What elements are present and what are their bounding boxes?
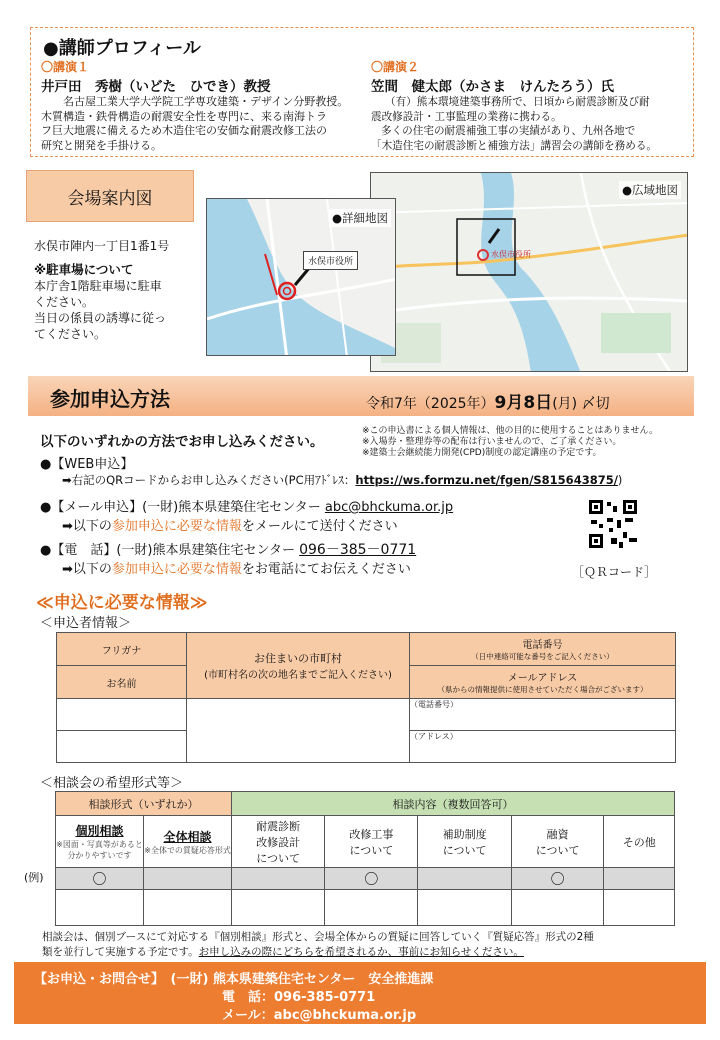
answer-diagnosis[interactable]	[232, 890, 325, 926]
name-input[interactable]	[57, 731, 187, 763]
apply-note: ※入場券・整理券等の配布は行いませんので、ご了承ください。	[362, 437, 622, 447]
answer-loan[interactable]	[511, 890, 604, 926]
parking-line: 当日の係員の誘導に従っ	[34, 311, 167, 325]
example-loan: 〇	[511, 868, 604, 890]
apply-title: 参加申込方法	[50, 387, 170, 411]
lecture1-bio-line: フ巨大地震に備えるため木造住宅の安価な耐震改修工法の	[41, 124, 327, 137]
web-apply-close: )	[617, 473, 623, 487]
venue-info	[34, 238, 204, 342]
tel-apply-number[interactable]: 096－385－0771	[299, 542, 417, 558]
example-construction: 〇	[325, 868, 418, 890]
lecture1-name: 井戸田 秀樹（いどた ひでき）教授	[41, 79, 271, 95]
tel-line-post: をお電話にてお伝えください	[241, 562, 411, 577]
content-col-loan	[511, 816, 604, 868]
mail-input[interactable]	[410, 731, 676, 763]
mail-apply-title-row	[40, 496, 453, 515]
col2-line: について	[349, 843, 394, 857]
col1-line: 耐震診断	[256, 819, 301, 833]
lecture2-bio-line: 多くの住宅の耐震補強工事の実績があり、九州各地で	[381, 125, 636, 137]
answer-construction[interactable]	[325, 890, 418, 926]
mail-field-label: （アドレス）	[410, 732, 458, 741]
city-note: (市町村名の次の地名までご記入ください)	[204, 670, 392, 681]
lecturer-profile-box	[30, 27, 694, 157]
tel-line-pre: ➡以下の	[62, 562, 112, 577]
answer-subsidy[interactable]	[418, 890, 511, 926]
footer-line1: 【お申込・お問合せ】 (一財) 熊本県建築住宅センター 安全推進課	[34, 972, 434, 987]
consult-note-plain: 類を並行して実施する予定です。	[42, 946, 199, 958]
detail-map[interactable]	[206, 198, 396, 356]
furigana-input[interactable]	[57, 699, 187, 731]
lecture2-label: 〇講演２	[371, 60, 420, 74]
example-label: (例)	[24, 871, 44, 884]
phone-input[interactable]	[410, 699, 676, 731]
apply-note: ※この申込書による個人情報は、他の目的に使用することはありません。	[362, 426, 659, 436]
footer-mail[interactable]: メール：abc@bhckuma.or.jp	[222, 1008, 417, 1023]
mail-apply-title: ●【メール申込】(一財)熊本県建築住宅センター	[40, 500, 321, 515]
web-apply-line	[62, 472, 622, 488]
deadline	[366, 388, 610, 413]
apply-header	[28, 376, 694, 416]
apply-intro: 以下のいずれかの方法でお申し込みください。	[40, 434, 324, 450]
mail-apply-line	[62, 515, 398, 534]
consult-note-line1: 相談会は、個別ブースにて対応する『個別相談』形式と、会場全体からの質疑に回答していく『質疑応答』形式の2種	[42, 931, 594, 943]
example-individual: 〇	[56, 868, 144, 890]
parking-line: てください。	[34, 327, 107, 341]
phone-title: 電話番号	[522, 640, 563, 651]
wide-map-graphic	[371, 173, 688, 372]
apply-notes	[362, 426, 658, 459]
qr-caption: ［ＱＲコード］	[572, 565, 657, 579]
col4-line: について	[535, 843, 580, 857]
consult-heading: ＜相談会の希望形式等＞	[40, 776, 184, 791]
lecture2-bio	[371, 95, 693, 153]
individual-header	[56, 816, 144, 868]
phone-header	[410, 633, 676, 666]
mail-note: （県からの情報提供に使用させていただく場合がございます）	[437, 685, 648, 694]
lecture1-label: 〇講演１	[41, 60, 90, 74]
content-header: 相談内容（複数回答可）	[232, 792, 675, 816]
tel-apply-title-row	[40, 539, 416, 559]
parking-title: ※駐車場について	[34, 262, 134, 277]
applicant-heading: ＜申込者情報＞	[40, 616, 132, 631]
detail-map-label: ●詳細地図	[329, 209, 391, 227]
answer-row	[56, 890, 675, 926]
col1-line: 改修設計	[256, 835, 301, 849]
venue-heading: 会場案内図	[26, 170, 194, 222]
lecture2-block	[371, 58, 693, 153]
content-col-diagnosis	[232, 816, 325, 868]
content-col-other: その他	[604, 816, 675, 868]
consult-table	[55, 791, 675, 926]
phone-note: （日中連絡可能な番号をご記入ください）	[471, 652, 614, 661]
mail-line-highlight: 参加申込に必要な情報	[111, 519, 242, 534]
example-row	[56, 868, 675, 890]
mail-line-post: をメールにて送付ください	[241, 519, 398, 534]
info-heading: ≪申込に必要な情報≫	[36, 593, 208, 613]
mail-title: メールアドレス	[507, 673, 578, 684]
city-input[interactable]	[187, 699, 410, 763]
city-title: お住まいの市町村	[254, 652, 342, 665]
lecture1-bio	[41, 95, 371, 153]
consult-note-line2	[42, 945, 692, 960]
parking-line: 本庁舎1階駐車場に駐車	[34, 279, 162, 293]
whole-header	[144, 816, 232, 868]
deadline-date: 9月8日	[494, 393, 553, 413]
name-header: お名前	[57, 666, 187, 699]
answer-other[interactable]	[604, 890, 675, 926]
answer-whole[interactable]	[144, 890, 232, 926]
mail-header	[410, 666, 676, 699]
wide-area-map[interactable]	[370, 172, 688, 372]
format-header: 相談形式（いずれか）	[56, 792, 232, 816]
col3-line: について	[442, 843, 487, 857]
web-apply-title: ●【WEB申込】	[40, 457, 134, 472]
deadline-suffix: (月) 〆切	[552, 396, 610, 412]
col1-line: について	[256, 851, 300, 865]
lecture2-name: 笠間 健太郎（かさま けんたろう）氏	[371, 79, 614, 95]
web-apply-url[interactable]: https://ws.formzu.net/fgen/S815643875/	[355, 473, 618, 487]
parking-line: ください。	[34, 295, 95, 309]
footer-phone[interactable]: 電 話：096-385-0771	[222, 990, 376, 1005]
contact-footer	[14, 962, 706, 1024]
lecture2-bio-line: （有）熊本環境建築事務所で、日頃から耐震診断及び耐	[385, 96, 650, 108]
profile-heading: ●講師プロフィール	[43, 38, 201, 59]
example-other	[604, 868, 675, 890]
wide-map-label: ●広域地図	[619, 181, 681, 199]
consult-note	[42, 930, 692, 960]
consult-note-underlined: お申し込みの際にどちらを希望されるか、事前にお知らせください。	[198, 946, 524, 958]
col2-line: 改修工事	[349, 827, 394, 841]
mail-line-pre: ➡以下の	[62, 519, 112, 534]
individual-note: ※図面・写真等があると分かりやすいです	[56, 840, 143, 860]
wide-map-marker: 水俣市役所	[491, 250, 531, 259]
tel-line-highlight: 参加申込に必要な情報	[111, 562, 242, 577]
applicant-table	[56, 632, 676, 763]
content-col-construction	[325, 816, 418, 868]
mail-apply-address[interactable]: abc@bhckuma.or.jp	[324, 500, 454, 515]
lecture1-bio-line: 木質構造・鉄骨構造の耐震安全性を専門に、来る南海トラ	[41, 109, 327, 123]
whole-title: 全体相談	[163, 829, 212, 844]
city-header	[187, 633, 410, 699]
answer-individual[interactable]	[56, 890, 144, 926]
web-apply-text: ➡右記のQRコードからお申し込みください(PC用ｱﾄﾞﾚｽ：	[62, 473, 356, 487]
tel-apply-title: ●【電 話】(一財)熊本県建築住宅センター	[40, 543, 295, 558]
lecture2-bio-line: 震改修設計・工事監理の業務に携わる。	[371, 110, 562, 123]
example-subsidy	[418, 868, 511, 890]
qr-code-icon	[587, 498, 639, 550]
tel-apply-line	[62, 558, 411, 577]
content-col-subsidy	[418, 816, 511, 868]
qr-code[interactable]	[587, 498, 639, 550]
individual-title: 個別相談	[75, 824, 124, 838]
example-diagnosis	[232, 868, 325, 890]
lecture1-bio-line: 研究と開発を手掛ける。	[41, 138, 162, 152]
lecture2-bio-line: 「木造住宅の耐震診断と補強方法」講習会の講師を務める。	[371, 139, 658, 152]
example-whole	[144, 868, 232, 890]
phone-field-label: （電話番号）	[410, 700, 458, 709]
lecture1-block	[41, 58, 371, 153]
apply-note: ※建築士会継続能力開発(CPD)制度の認定講座の予定です。	[362, 448, 602, 458]
venue-address: 水俣市陣内一丁目1番1号	[34, 239, 170, 253]
col4-line: 融資	[546, 827, 569, 841]
deadline-prefix: 令和7年（2025年）	[366, 396, 495, 412]
detail-map-marker: 水俣市役所	[303, 251, 358, 270]
col3-line: 補助制度	[442, 827, 487, 841]
lecture1-bio-line: 名古屋工業大学大学院工学専攻建築・デザイン分野教授。	[63, 95, 349, 108]
whole-note: ※全体での質疑応答形式	[144, 845, 231, 855]
furigana-header: フリガナ	[57, 633, 187, 666]
